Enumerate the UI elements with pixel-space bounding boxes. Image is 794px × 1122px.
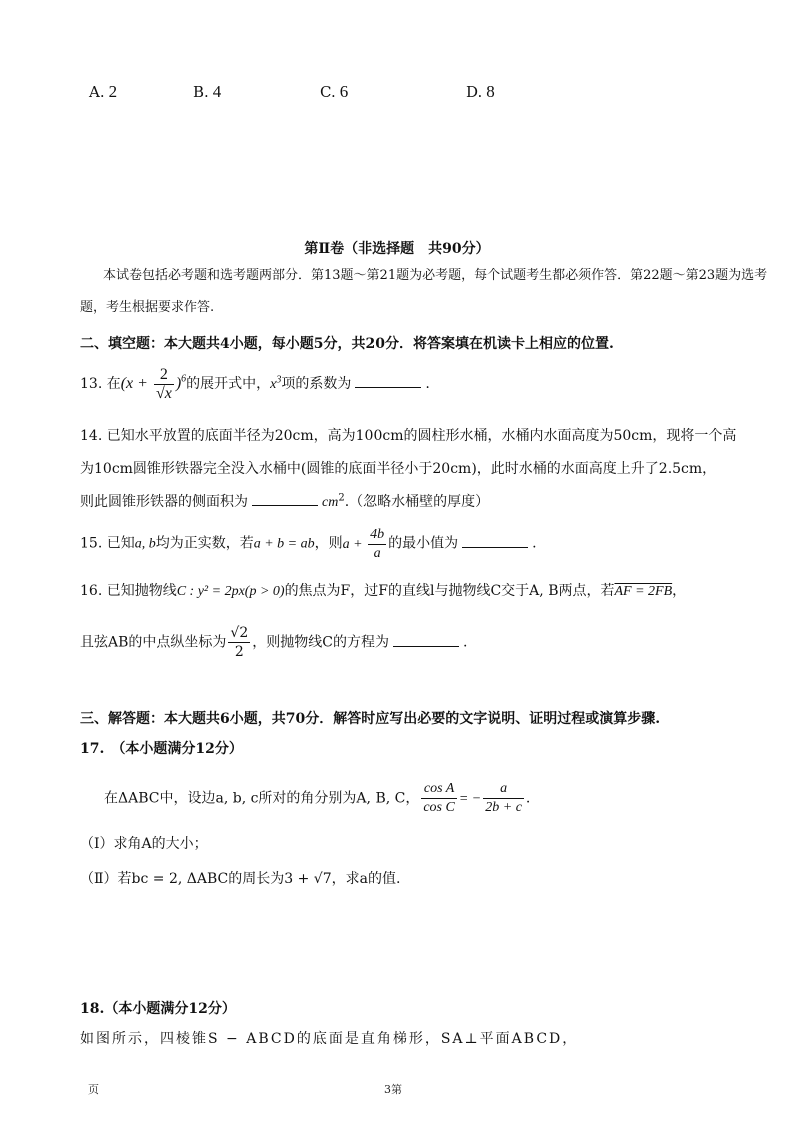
option-b-label: B. (193, 83, 209, 101)
question-16-line1: 16. 已知抛物线C : y² = 2px(p > 0)的焦点为F，过F的直线l与抛物线C交于A, B两点，若AF = 2FB， (80, 583, 687, 599)
q15-text1: 均为正实数，若 (155, 535, 254, 552)
footer-page-number: 3第 (384, 1083, 402, 1096)
q15-condition: a + b = ab (253, 536, 315, 552)
q16-prefix: 16. 已知抛物线 (80, 583, 177, 599)
question-13 (80, 366, 430, 403)
q13-suffix: 项的系数为 (281, 376, 352, 393)
q16-end: . (462, 634, 468, 651)
question-14-line1: 14. 已知水平放置的底面半径为20cm，高为100cm的圆柱形水桶，水桶内水面高度为50cm，现将一个高 (80, 428, 737, 444)
option-d-label: D. (466, 83, 483, 101)
q15-text3: 的最小值为 (388, 535, 459, 552)
q16-sqrt2-over-2: $\frac{√2}{2}$ (230, 625, 249, 660)
q13-mid: 的展开式中， (186, 376, 271, 393)
option-a-label: A. (89, 83, 105, 101)
q13-term: $x^3$ (270, 374, 282, 393)
q15-vars: a, b (134, 536, 156, 552)
question-17-part2: （Ⅱ）若bc = 2, ΔABC的周长为3 + √7，求a的值. (80, 871, 401, 887)
q15-end: . (532, 535, 537, 552)
option-a (89, 82, 117, 102)
q16-answer-blank (393, 646, 459, 647)
question-18-line1: 如图所示，四棱锥S − ABCD的底面是直角梯形，SA⊥平面ABCD， (80, 1031, 579, 1047)
question-17-part1: （Ⅰ）求角A的大小； (80, 836, 208, 852)
q13-binomial: (x + $\frac{2}{√x}$ )$^6$ (120, 366, 187, 402)
option-c (320, 82, 348, 102)
footer-left: 页 (88, 1083, 99, 1096)
question-15 (80, 526, 537, 563)
q16-mid: 的焦点为F，过F的直线l与抛物线C交于A, B两点，若 (284, 583, 615, 599)
q16-parabola: C : y² = 2px(p > 0) (176, 584, 285, 599)
q15-text2: ，则 (314, 535, 343, 552)
q14-answer-blank (252, 505, 318, 506)
option-b-value: 4 (212, 82, 222, 101)
q15-expression: a + $\frac{4b}{a}$ (342, 527, 385, 561)
q13-prefix: 13. 在 (80, 376, 121, 393)
q16-line2-suffix: ，则抛物线C的方程为 (252, 634, 389, 651)
q17-equals: = − (458, 791, 482, 807)
q17-fraction-a: $\frac{a}{2b + c}$ (485, 781, 522, 815)
section-intro-line2: 题，考生根据要求作答. (80, 300, 215, 315)
solve-header: 三、解答题：本大题共6小题，共70分．解答时应写出必要的文字说明、证明过程或演算步骤. (80, 711, 661, 727)
q16-line2-prefix: 且弦AB的中点纵坐标为 (80, 634, 227, 651)
question-16-line2 (80, 624, 467, 661)
q17-stem-prefix: 在ΔABC中，设边a, b, c所对的角分别为A, B, C， (104, 790, 420, 807)
option-d (466, 82, 495, 102)
question-17-stem (104, 780, 530, 817)
section-intro-line1: 本试卷包括必考题和选考题两部分．第13题～第21题为必考题，每个试题考生都必须作答．第22题～第23题为选考 (103, 268, 768, 283)
q15-prefix: 15. 已知 (80, 535, 135, 552)
q17-end: . (525, 790, 531, 807)
question-18-title: 18.（本小题满分12分） (80, 1001, 236, 1017)
option-c-label: C. (320, 83, 336, 101)
fill-in-header: 二、填空题：本大题共4小题，每小题5分，共20分．将答案填在机读卡上相应的位置. (80, 336, 614, 352)
q14-unit: cm (322, 495, 339, 510)
q15-answer-blank (462, 547, 528, 548)
q14-suffix: .（忽略水桶壁的厚度） (344, 494, 490, 510)
q14-line3-prefix: 则此圆锥形铁器的侧面积为 (80, 494, 248, 510)
question-14-line3: 则此圆锥形铁器的侧面积为 $cm^2$.（忽略水桶壁的厚度） (80, 492, 490, 510)
option-d-value: 8 (486, 82, 495, 101)
section-title: 第Ⅱ卷（非选择题 共90分） (304, 241, 490, 257)
question-17-title: 17. （本小题满分12分） (80, 741, 243, 757)
q13-end: . (425, 376, 430, 393)
q17-fraction-cos: $\frac{\text{cos A}}{\text{cos C}}$ (423, 781, 455, 815)
option-a-value: 2 (108, 82, 118, 101)
q16-vector-equation: AF = 2FB (614, 584, 673, 599)
option-b (193, 82, 221, 102)
q13-answer-blank (355, 387, 421, 388)
question-14-line2: 为10cm圆锥形铁器完全没入水桶中(圆锥的底面半径小于20cm)，此时水桶的水面高度上升了2.5cm， (80, 461, 717, 477)
option-c-value: 6 (339, 82, 349, 101)
